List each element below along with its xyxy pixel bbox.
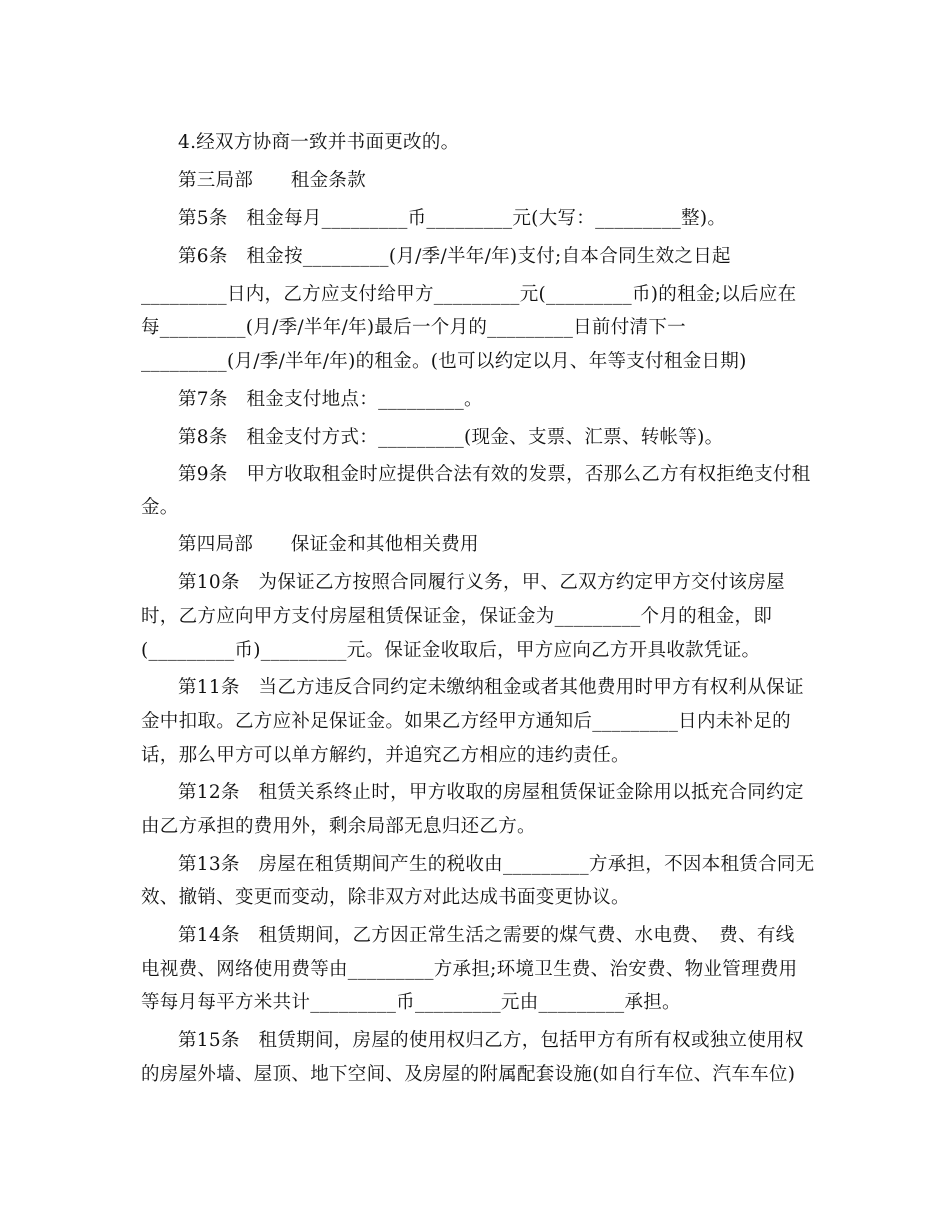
text-line: 第6条 租金按_________(月/季/半年/年)支付;自本合同生效之日起 (178, 246, 731, 267)
text-line: 每_________(月/季/半年/年)最后一个月的_________日前付清下一 (141, 317, 686, 338)
text-line: 等每月每平方米共计_________币_________元由_________承担。 (141, 992, 681, 1013)
section-heading: 第四局部 保证金和其他相关费用 (178, 534, 479, 555)
text-line: 电视费、网络使用费等由_________方承担;环境卫生费、治安费、物业管理费用 (141, 959, 798, 980)
text-line: 第8条 租金支付方式：_________(现金、支票、汇票、转帐等)。 (178, 427, 724, 448)
text-line: 4.经双方协商一致并书面更改的。 (178, 132, 460, 153)
text-line: 第5条 租金每月_________币_________元(大写：_________整)。 (178, 208, 727, 229)
text-line: 第14条 租赁期间，乙方因正常生活之需要的煤气费、水电费、 费、有线 (178, 925, 795, 946)
text-line: 第11条 当乙方违反合同约定未缴纳租金或者其他费用时甲方有权利从保证 (178, 677, 804, 698)
text-line: 由乙方承担的费用外，剩余局部无息归还乙方。 (141, 816, 536, 837)
text-line: 金。 (141, 497, 179, 518)
text-line: _________(月/季/半年/年)的租金。(也可以约定以月、年等支付租金日期) (141, 351, 747, 372)
text-line: 第12条 租赁关系终止时，甲方收取的房屋租赁保证金除用以抵充合同约定 (178, 782, 804, 803)
text-line: 效、撤销、变更而变动，除非双方对此达成书面变更协议。 (141, 887, 630, 908)
text-line: 金中扣取。乙方应补足保证金。如果乙方经甲方通知后_________日内未补足的 (141, 711, 791, 732)
text-line: 第15条 租赁期间，房屋的使用权归乙方，包括甲方有所有权或独立使用权 (178, 1030, 804, 1051)
text-line: 第13条 房屋在租赁期间产生的税收由_________方承担，不因本租赁合同无 (178, 854, 815, 875)
text-line: 时，乙方应向甲方支付房屋租赁保证金，保证金为_________个月的租金，即 (141, 606, 773, 627)
text-line: _________日内，乙方应支付给甲方_________元(_________币)的租金;以后应在 (141, 284, 797, 305)
text-line: 话，那么甲方可以单方解约，并追究乙方相应的违约责任。 (141, 745, 630, 766)
text-line: 的房屋外墙、屋顶、地下空间、及房屋的附属配套设施(如自行车位、汽车车位) (141, 1064, 796, 1085)
text-line: (_________币)_________元。保证金收取后，甲方应向乙方开具收款凭证。 (141, 640, 761, 661)
text-line: 第9条 甲方收取租金时应提供合法有效的发票，否那么乙方有权拒绝支付租 (178, 464, 811, 485)
text-line: 第7条 租金支付地点：_________。 (178, 389, 483, 410)
section-heading: 第三局部 租金条款 (178, 170, 367, 191)
text-line: 第10条 为保证乙方按照合同履行义务，甲、乙双方约定甲方交付该房屋 (178, 572, 785, 593)
